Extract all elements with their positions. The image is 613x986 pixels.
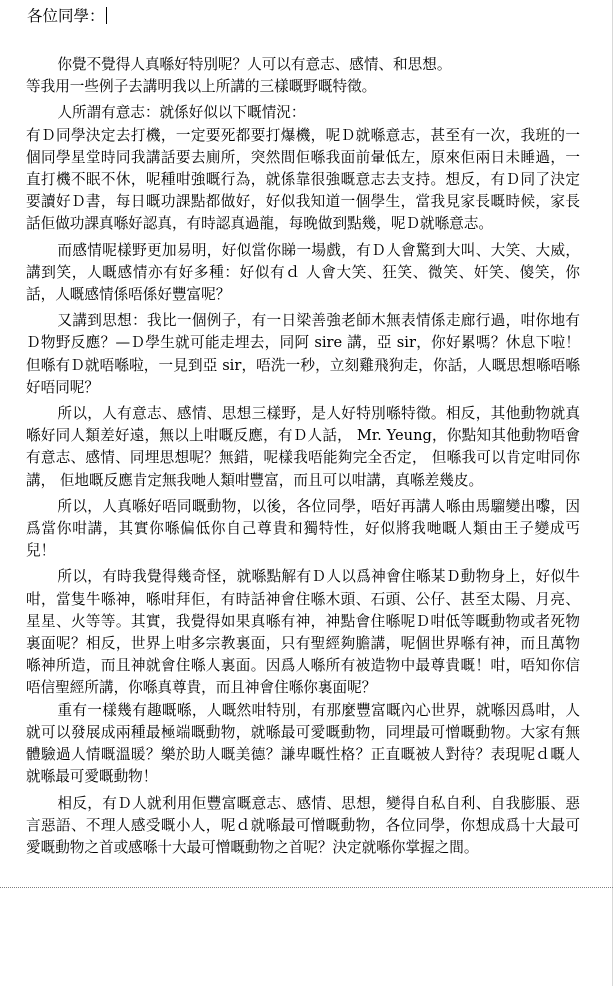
text-cursor: [106, 7, 107, 24]
paragraph-will-heading: 人所謂有意志：就係好似以下嘅情況：: [57, 104, 306, 122]
paragraph-uniqueness: 所以，人真喺好唔同嘅動物，以後，各位同學，唔好再講人喺由馬騮變出嚟，因爲當你咁講，其實你喺偏低你自己尊貴和獨特性，好似將我哋嘅人類由王子變成丐兒！: [26, 497, 580, 560]
paragraph-intro: 你覺不覺得人真喺好特別呢？人可以有意志、感情、和思想。: [57, 56, 452, 73]
salutation-line: [27, 5, 107, 27]
paragraph-extremes: 重有一樣幾有趣嘅喺，人嘅然咁特別，有那麼豐富嘅內心世界，就喺因爲咁，人就可以發展成兩種最極端嘅動物，就喺最可愛嘅動物，同埋最可憎嘅動物。大家有無體驗過人情嘅溫暖？樂於助人嘅美德？謙卑嘅性格？正直嘅被人對待？表現呢ｄ嘅人就喺最可愛嘅動物！: [26, 701, 580, 786]
paragraph-comparison: 所以，人有意志、感情、思想三樣野，是人好特別喺特徵。相反，其他動物就真喺好同人類差好遠，無以上咁嘅反應，有Ｄ人話， Mr. Yeung，你點知其他動物唔會有意志、感情、同埋思想呢？無錯，呢樣我唔能夠完全否定， 但喺我可以肯定咁同你講， 佢地嘅反應肯定無我哋人類咁豐富，而且可以咁講，真喺差幾皮。: [26, 405, 580, 489]
page-break-line: [0, 887, 613, 888]
document-body: [26, 54, 580, 863]
paragraph-will-examples: 有Ｄ同學決定去打機，一定要死都要打爆機，呢Ｄ就喺意志，甚至有一次，我班的一個同學星堂時同我講話要去廁所，突然間佢喺我面前暈低左，原來佢兩日未睡過，一直打機不眠不休，呢種咁強嘅行為，就係靠很強嘅意志去支持。想反，有Ｄ同了決定要讀好Ｄ書，每日嘅功課點都做好，好似我知道一個學生，當我見家長嘅時候，家長話佢做功課真喺好認真，有時認真過龍，每晚做到點幾，呢Ｄ就喺意志。: [26, 126, 580, 233]
paragraph-conclusion: 相反，有Ｄ人就利用佢豐富嘅意志、感情、思想，變得自私自利、自我膨脹、惡言惡語、不理人感受嘅小人，呢ｄ就喺最可憎嘅動物，各位同學，你想成爲十大最可愛嘅動物之首或感喺十大最可憎嘅動物之首呢？決定就喺你掌握之間。: [26, 794, 580, 856]
paragraph-religion: 所以，有時我覺得幾奇怪，就喺點解有Ｄ人以爲神會住喺某Ｄ動物身上，好似牛咁，當隻牛喺神，喺咁拜佢，有時話神會住喺木頭、石頭、公仔、甚至太陽、月亮、星星、火等等。其實，我覺得如果真喺有神，神點會住喺呢Ｄ咁低等嘅動物或者死物裏面呢？相反，世界上咁多宗教裏面，只有聖經夠膽講，呢個世界喺有神，而且萬物喺神所造，而且神就會住喺人裏面。因爲人喺所有被造物中最尊貴嘅！咁，唔知你信唔信聖經所講，你喺真尊貴，而且神會住喺你裏面呢？: [26, 568, 580, 697]
paragraph-examples-intro: 等我用一些例子去講明我以上所講的三樣嘅野嘅特徵。: [26, 78, 377, 96]
salutation-text: 各位同學：: [27, 7, 105, 25]
paragraph-emotion: 而感情呢樣野更加易明，好似當你睇一場戲，有Ｄ人會驚到大叫、大笑、大威，講到笑，人嘅感情亦有好多種：好似有ｄ 人會大笑、狂笑、微笑、奸笑、傻笑，你話，人嘅感情係唔係好豐富呢？: [26, 241, 580, 304]
paragraph-thought: 又講到思想：我比一個例子，有一日梁善強老師木無表情係走廊行過，咁你地有Ｄ物野反應？—Ｄ學生就可能走埋去，同阿 sire 講，亞 sir，你好累嗎？休息下啦！但喺有Ｄ就唔喺啦，一見到亞 sir，唔洗一秒，立刻雞飛狗走，你話，人嘅思想喺唔喺好唔同呢？: [26, 312, 580, 396]
